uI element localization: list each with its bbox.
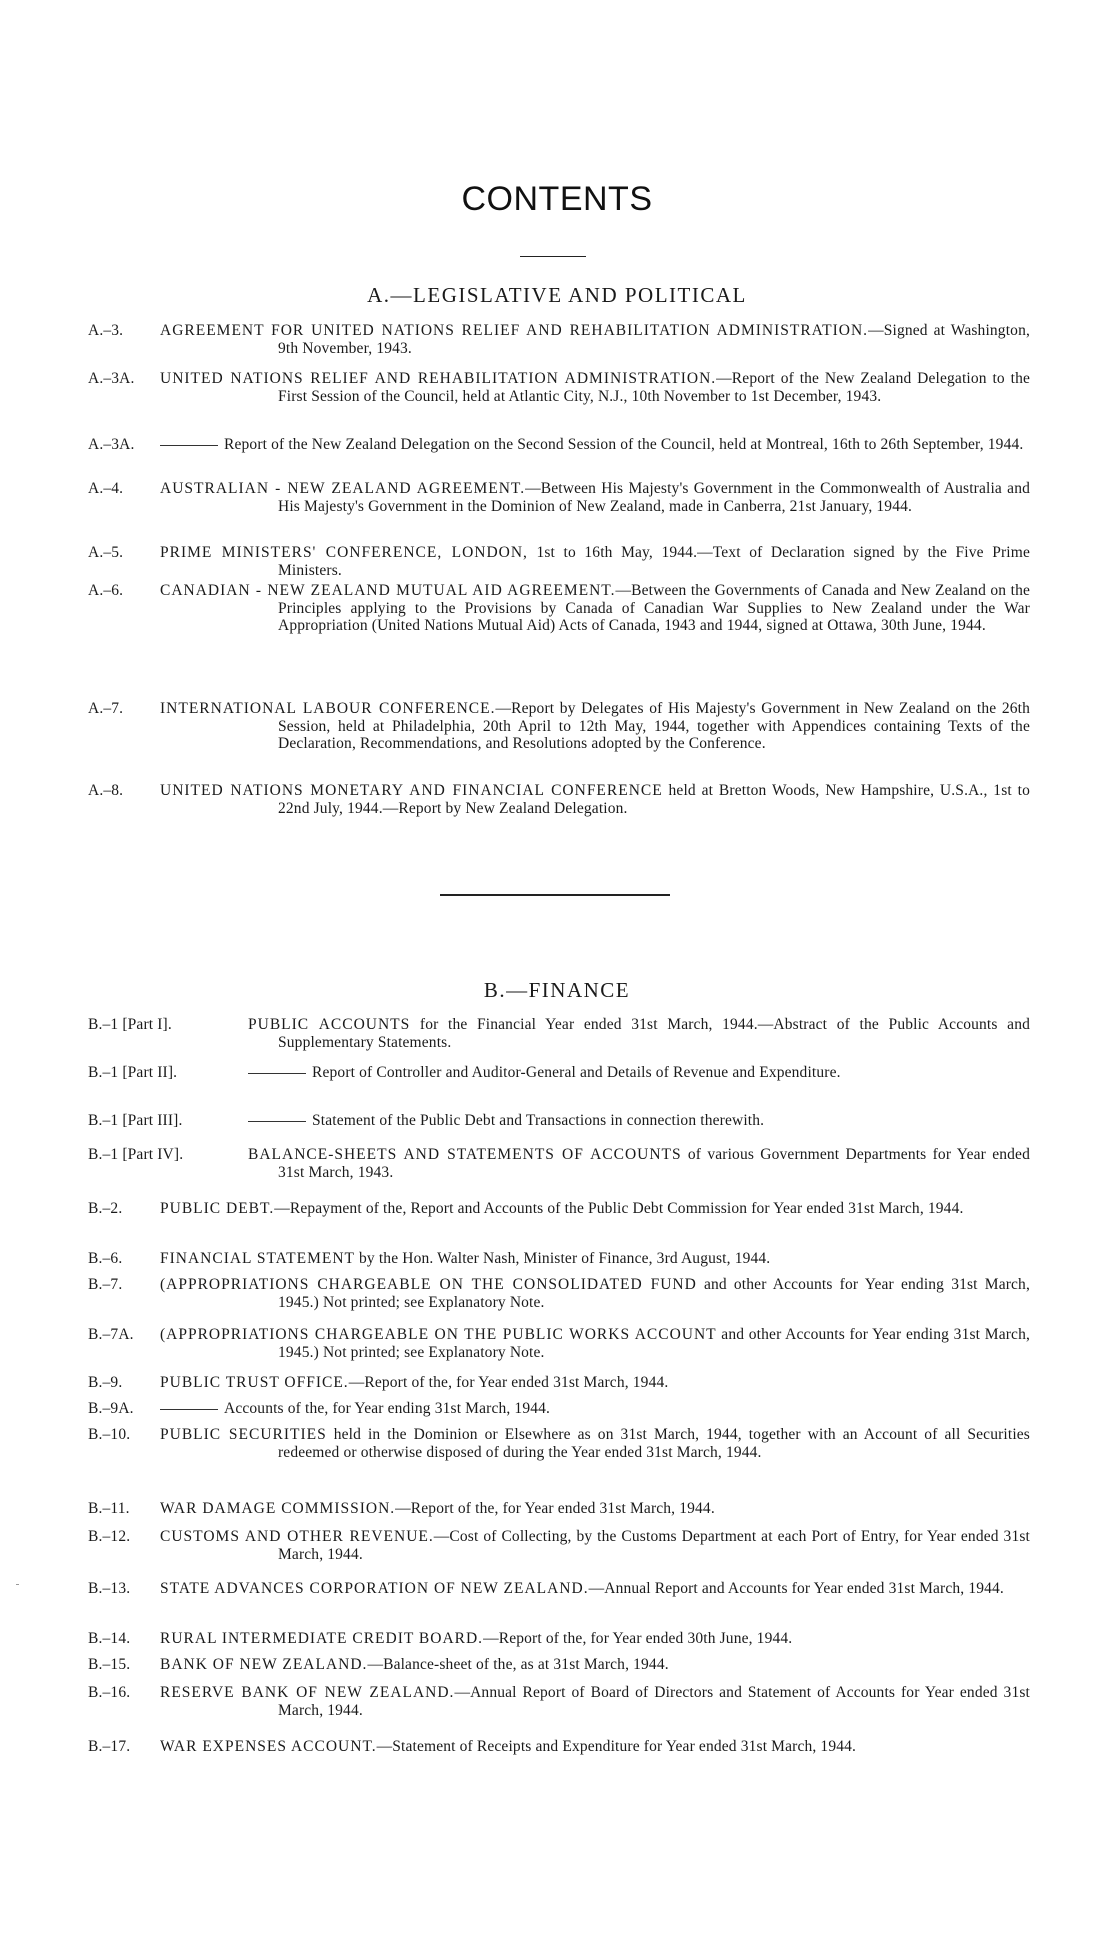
contents-entry [88,782,1030,817]
entry-number: A.–3A. [88,436,135,453]
entry-number: B.–2. [88,1200,123,1217]
entry-number: B.–7. [88,1276,123,1293]
entry-number: B.–15. [88,1656,131,1673]
entry-description [160,1200,1030,1218]
entry-description [160,480,1030,515]
entry-text: —Between the Governments of Canada and New Zealand on the Principles applying to the Provisions by Canada of Canadian War Supplies to New Zealand under the War Appropriation (United Nations Mutual Aid) Acts of Canada, 1943 and 1944, signed at Ottawa, 30th June, 1944. [278,582,1031,634]
contents-entry [88,370,1030,405]
entry-heading: (APPROPRIATIONS CHARGEABLE ON THE CONSOLIDATED FUND [160,1276,697,1293]
entry-text: —Report of the, for Year ended 31st March, 1944. [348,1374,669,1391]
entry-heading: WAR EXPENSES ACCOUNT. [160,1738,377,1755]
contents-entry [88,1146,1030,1181]
entry-heading: (APPROPRIATIONS CHARGEABLE ON THE PUBLIC WORKS ACCOUNT [160,1326,717,1343]
entry-description [160,1374,1030,1392]
contents-entry [88,1630,1030,1648]
entry-text: held at Bretton Woods, New Hampshire, U.S.A., 1st to 22nd July, 1944.—Report by New Zealand Delegation. [278,782,1030,817]
contents-entry [88,1580,1030,1598]
entry-number: B.–12. [88,1528,131,1545]
entry-heading: BANK OF NEW ZEALAND. [160,1656,368,1673]
entry-heading: FINANCIAL STATEMENT [160,1250,355,1267]
entry-description [160,782,1030,817]
entry-number: A.–6. [88,582,124,599]
entry-heading: PUBLIC ACCOUNTS [248,1016,411,1033]
entry-text: —Cost of Collecting, by the Customs Department at each Port of Entry, for Year ended 31st March, 1944. [278,1528,1030,1563]
entry-number: B.–9. [88,1374,123,1391]
entry-text: for the Financial Year ended 31st March, 1944.—Abstract of the Public Accounts and Supplementary Statements. [278,1016,1030,1051]
entry-description [248,1112,1030,1130]
entry-number: A.–8. [88,782,124,799]
entry-heading: AGREEMENT FOR UNITED NATIONS RELIEF AND REHABILITATION ADMINISTRATION. [160,322,869,339]
contents-entry [88,582,1030,635]
entry-text: of various Government Departments for Year ended 31st March, 1943. [278,1146,1030,1181]
entry-heading: UNITED NATIONS RELIEF AND REHABILITATION ADMINISTRATION. [160,370,717,387]
entry-text: —Report of the, for Year ended 31st March, 1944. [395,1500,715,1517]
entry-description [160,436,1030,454]
contents-entry [88,1200,1030,1218]
entry-number: A.–3A. [88,370,135,387]
entry-number: B.–10. [88,1426,131,1443]
entry-text: —Report by Delegates of His Majesty's Government in New Zealand on the 26th Session, held at Philadelphia, 20th April to 12th May, 1944, together with Appendices containing Texts of the Declaration, Recommendations, and Resolutions adopted by the Conference. [278,700,1031,752]
entry-text: and other Accounts for Year ending 31st March, 1945.) Not printed; see Explanatory Note. [278,1326,1030,1361]
entry-text: Report of the New Zealand Delegation on the Second Session of the Council, held at Montreal, 16th to 26th September, 1944. [224,436,1024,453]
entry-number: B.–1 [Part II]. [88,1064,178,1081]
margin-mark [16,1584,19,1585]
entry-heading: CANADIAN - NEW ZEALAND MUTUAL AID AGREEMENT. [160,582,616,599]
entry-description [160,582,1030,635]
contents-entry [88,1500,1030,1518]
contents-entry [88,436,1030,454]
entry-description [248,1146,1030,1181]
entry-text: —Annual Report and Accounts for Year ended 31st March, 1944. [588,1580,1004,1597]
contents-entry [88,1528,1030,1563]
entry-heading: CUSTOMS AND OTHER REVENUE. [160,1528,434,1545]
entry-heading: WAR DAMAGE COMMISSION. [160,1500,396,1517]
section-divider [440,894,670,896]
contents-entry [88,1276,1030,1311]
entry-text: Statement of the Public Debt and Transactions in connection therewith. [312,1112,765,1129]
contents-entry [88,544,1030,579]
ditto-dash [248,1121,306,1122]
entry-heading: STATE ADVANCES CORPORATION OF NEW ZEALAND. [160,1580,589,1597]
entry-number: B.–1 [Part III]. [88,1112,183,1129]
entry-description [160,544,1030,579]
entry-heading: RESERVE BANK OF NEW ZEALAND. [160,1684,455,1701]
entry-description [160,1580,1030,1598]
title-rule [520,256,586,257]
entry-heading: PRIME MINISTERS' CONFERENCE, LONDON, [160,544,528,561]
entry-description [248,1016,1030,1051]
entry-text: Accounts of the, for Year ending 31st March, 1944. [224,1400,551,1417]
entry-number: B.–6. [88,1250,123,1267]
contents-entry [88,322,1030,357]
entry-number: B.–11. [88,1500,130,1517]
ditto-dash [248,1073,306,1074]
entry-heading: PUBLIC TRUST OFFICE. [160,1374,349,1391]
entry-description [248,1064,1030,1082]
contents-entry [88,1400,1030,1418]
entry-heading: INTERNATIONAL LABOUR CONFERENCE. [160,700,496,717]
entry-number: A.–3. [88,322,124,339]
contents-entry [88,1738,1030,1756]
entry-description [160,1500,1030,1518]
entry-number: B.–17. [88,1738,131,1755]
section-heading-b: B.—FINANCE [483,978,631,1002]
contents-entry [88,1374,1030,1392]
entry-text: by the Hon. Walter Nash, Minister of Finance, 3rd August, 1944. [355,1250,771,1267]
entry-number: B.–1 [Part I]. [88,1016,172,1033]
entry-description [160,322,1030,357]
entry-heading: PUBLIC DEBT. [160,1200,275,1217]
entry-heading: BALANCE-SHEETS AND STATEMENTS OF ACCOUNTS [248,1146,682,1163]
contents-entry [88,1326,1030,1361]
entry-description [160,1400,1030,1418]
entry-text: —Between His Majesty's Government in the Commonwealth of Australia and His Majesty's Government in the Dominion of New Zealand, made in Canberra, 21st January, 1944. [278,480,1030,515]
entry-heading: PUBLIC SECURITIES [160,1426,327,1443]
entry-heading: AUSTRALIAN - NEW ZEALAND AGREEMENT. [160,480,526,497]
ditto-dash [160,445,218,446]
entry-text: —Annual Report of Board of Directors and Statement of Accounts for Year ended 31st March, 1944. [278,1684,1030,1719]
entry-description [160,1276,1030,1311]
entry-number: B.–1 [Part IV]. [88,1146,184,1163]
page-title: CONTENTS [461,180,653,218]
entry-text: —Repayment of the, Report and Accounts of the Public Debt Commission for Year ended 31st March, 1944. [274,1200,964,1217]
entry-text: —Signed at Washington, 9th November, 1943. [278,322,1030,357]
entry-text: and other Accounts for Year ending 31st March, 1945.) Not printed; see Explanatory Note. [278,1276,1030,1311]
entry-description [160,1630,1030,1648]
contents-entry [88,1656,1030,1674]
entry-text: —Report of the New Zealand Delegation to the First Session of the Council, held at Atlantic City, N.J., 10th November to 1st December, 1943. [278,370,1031,405]
entry-text: Report of Controller and Auditor-General and Details of Revenue and Expenditure. [312,1064,841,1081]
contents-entry [88,1016,1030,1051]
contents-entry [88,1112,1030,1130]
entry-description [160,700,1030,753]
entry-number: B.–13. [88,1580,131,1597]
entry-number: B.–16. [88,1684,131,1701]
entry-description [160,1326,1030,1361]
entry-heading: RURAL INTERMEDIATE CREDIT BOARD. [160,1630,484,1647]
entry-text: —Statement of Receipts and Expenditure for Year ended 31st March, 1944. [376,1738,857,1755]
entry-number: B.–9A. [88,1400,134,1417]
contents-entry [88,1426,1030,1461]
entry-text: held in the Dominion or Elsewhere as on 31st March, 1944, together with an Account of all Securities redeemed or otherwise disposed of during the Year ended 31st March, 1944. [278,1426,1030,1461]
contents-entry [88,700,1030,753]
contents-entry [88,1064,1030,1082]
entry-description [160,1656,1030,1674]
entry-description [160,1738,1030,1756]
entry-number: B.–14. [88,1630,131,1647]
entry-text: —Report of the, for Year ended 30th June, 1944. [483,1630,793,1647]
section-heading-a: A.—LEGISLATIVE AND POLITICAL [367,283,747,307]
entry-text: —Balance-sheet of the, as at 31st March, 1944. [367,1656,669,1673]
entry-description [160,1250,1030,1268]
entry-description [160,1684,1030,1719]
entry-number: A.–4. [88,480,124,497]
entry-description [160,1426,1030,1461]
entry-text: 1st to 16th May, 1944.—Text of Declaration signed by the Five Prime Ministers. [278,544,1030,579]
ditto-dash [160,1409,218,1410]
entry-description [160,370,1030,405]
entry-number: B.–7A. [88,1326,134,1343]
entry-description [160,1528,1030,1563]
entry-number: A.–7. [88,700,124,717]
contents-entry [88,1250,1030,1268]
contents-entry [88,480,1030,515]
contents-entry [88,1684,1030,1719]
entry-heading: UNITED NATIONS MONETARY AND FINANCIAL CONFERENCE [160,782,663,799]
entry-number: A.–5. [88,544,124,561]
